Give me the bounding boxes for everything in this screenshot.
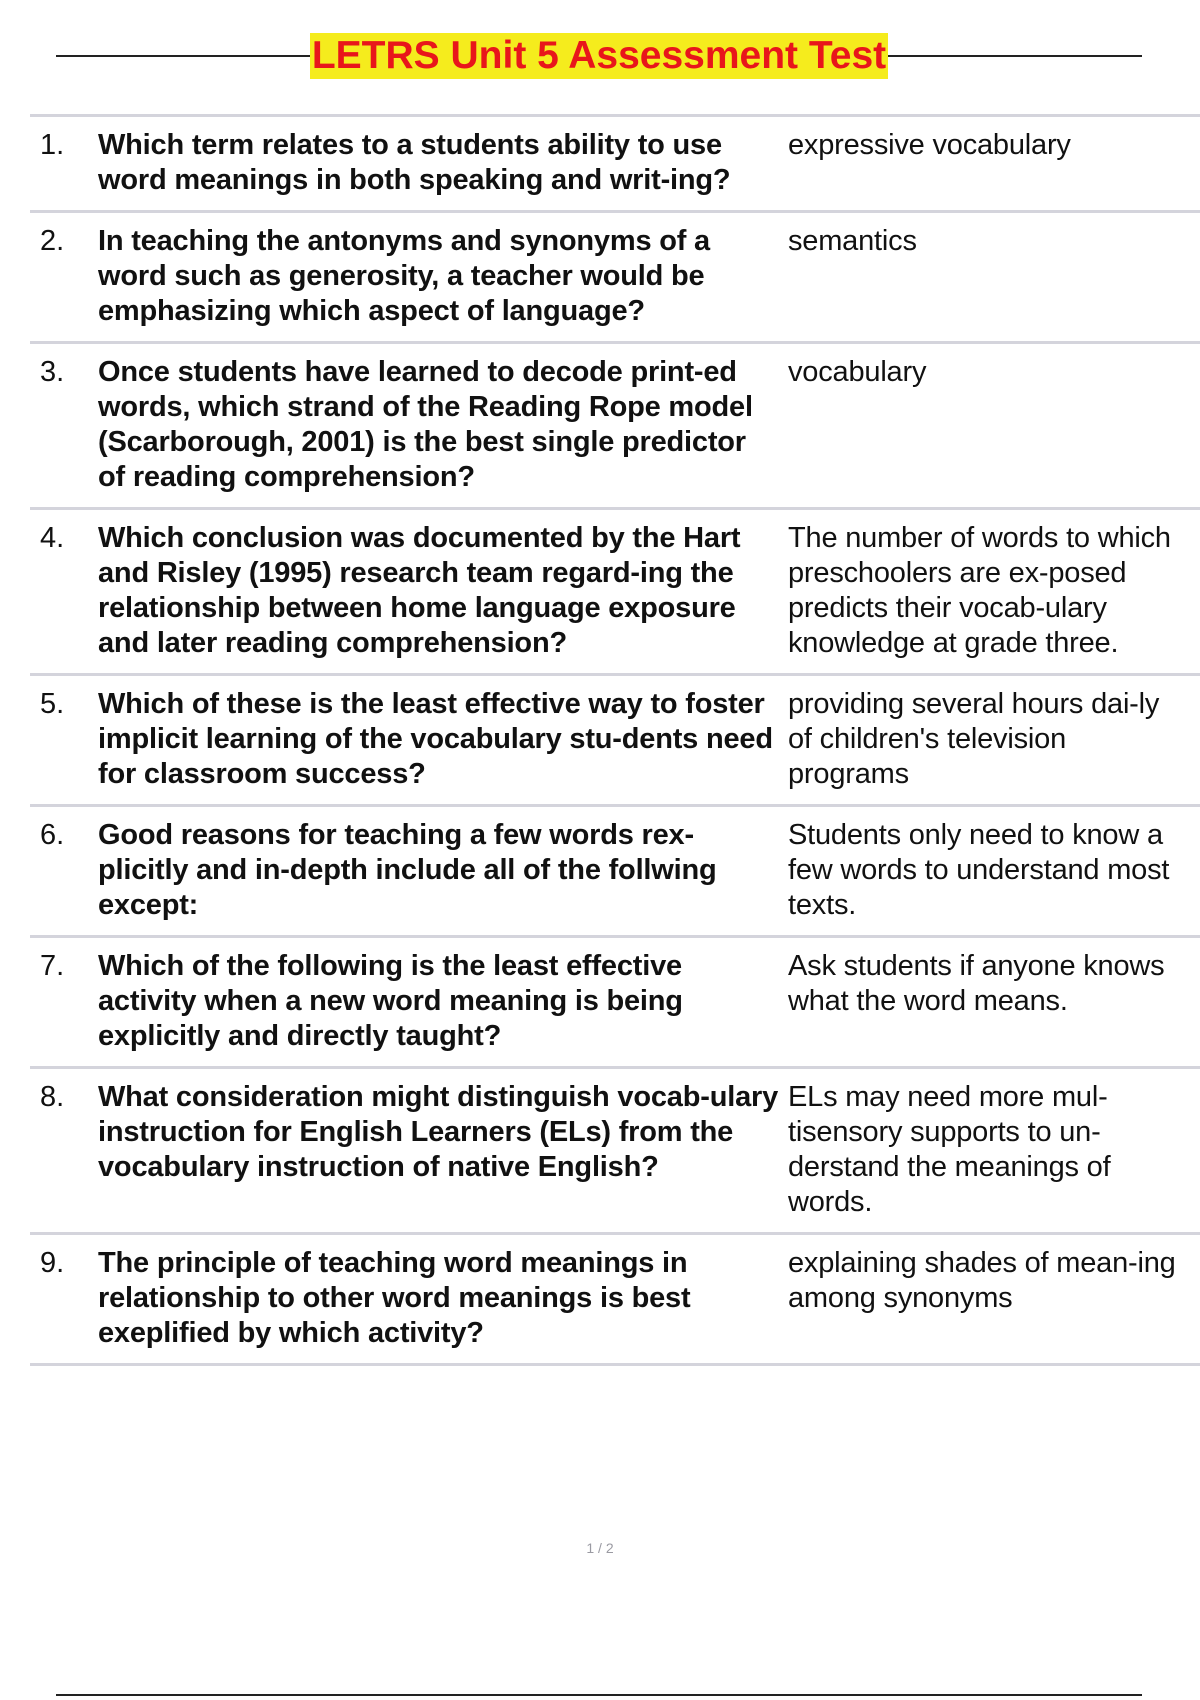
question-text: The principle of teaching word meanings in relationship to other word meanings is best exeplified by which activity? xyxy=(98,1247,691,1349)
question-number: 1. xyxy=(40,129,65,161)
bottom-rule xyxy=(56,1694,1142,1696)
answer-text: The number of words to which preschoolers are ex-posed predicts their vocab-ulary knowledge at grade three. xyxy=(788,522,1171,659)
question-text: Good reasons for teaching a few words rex-plicitly and in-depth include all of the follwing except: xyxy=(98,819,717,921)
qa-row xyxy=(30,807,1200,938)
qa-row xyxy=(30,344,1200,510)
title-rule-left xyxy=(56,55,310,57)
answer-text: Students only need to know a few words to understand most texts. xyxy=(788,819,1170,921)
question-text: What consideration might distinguish vocab-ulary instruction for English Learners (ELs) from the vocabulary instruction of native English? xyxy=(98,1081,779,1183)
qa-row xyxy=(30,676,1200,807)
answer-text: explaining shades of mean-ing among synonyms xyxy=(788,1247,1176,1314)
answer-text: Ask students if anyone knows what the word means. xyxy=(788,950,1165,1017)
question-text: Which of these is the least effective way to foster implicit learning of the vocabulary stu-dents need for classroom success? xyxy=(98,688,773,790)
question-text: Which conclusion was documented by the Hart and Risley (1995) research team regard-ing the relationship between home language exposure and later reading comprehension? xyxy=(98,522,741,659)
question-text: Once students have learned to decode print-ed words, which strand of the Reading Rope model (Scarborough, 2001) is the best single predictor of reading comprehension? xyxy=(98,356,753,493)
question-number: 4. xyxy=(40,522,65,554)
question-number: 5. xyxy=(40,688,65,720)
answer-text: semantics xyxy=(788,225,917,257)
qa-row xyxy=(30,1235,1200,1366)
answer-text: ELs may need more mul-tisensory supports to un-derstand the meanings of words. xyxy=(788,1081,1111,1218)
qa-row xyxy=(30,213,1200,344)
answer-text: expressive vocabulary xyxy=(788,129,1071,161)
title-rule-right xyxy=(888,55,1142,57)
question-text: Which of the following is the least effective activity when a new word meaning is being explicitly and directly taught? xyxy=(98,950,683,1052)
title-row xyxy=(56,28,1142,84)
question-text: In teaching the antonyms and synonyms of a word such as generosity, a teacher would be emphasizing which aspect of language? xyxy=(98,225,710,327)
qa-row xyxy=(30,1069,1200,1235)
answer-text: providing several hours dai-ly of children's television programs xyxy=(788,688,1160,790)
qa-row xyxy=(30,510,1200,676)
qa-row xyxy=(30,938,1200,1069)
question-number: 2. xyxy=(40,225,65,257)
qa-list xyxy=(30,114,1200,1366)
page-number: 1 / 2 xyxy=(586,1540,614,1556)
question-number: 3. xyxy=(40,356,65,388)
page-title: LETRS Unit 5 Assessment Test xyxy=(311,34,887,77)
answer-text: vocabulary xyxy=(788,356,927,388)
question-number: 6. xyxy=(40,819,65,851)
question-text: Which term relates to a students ability to use word meanings in both speaking and writ-ing? xyxy=(98,129,731,196)
question-number: 7. xyxy=(40,950,65,982)
question-number: 8. xyxy=(40,1081,65,1113)
qa-row xyxy=(30,117,1200,213)
question-number: 9. xyxy=(40,1247,65,1279)
